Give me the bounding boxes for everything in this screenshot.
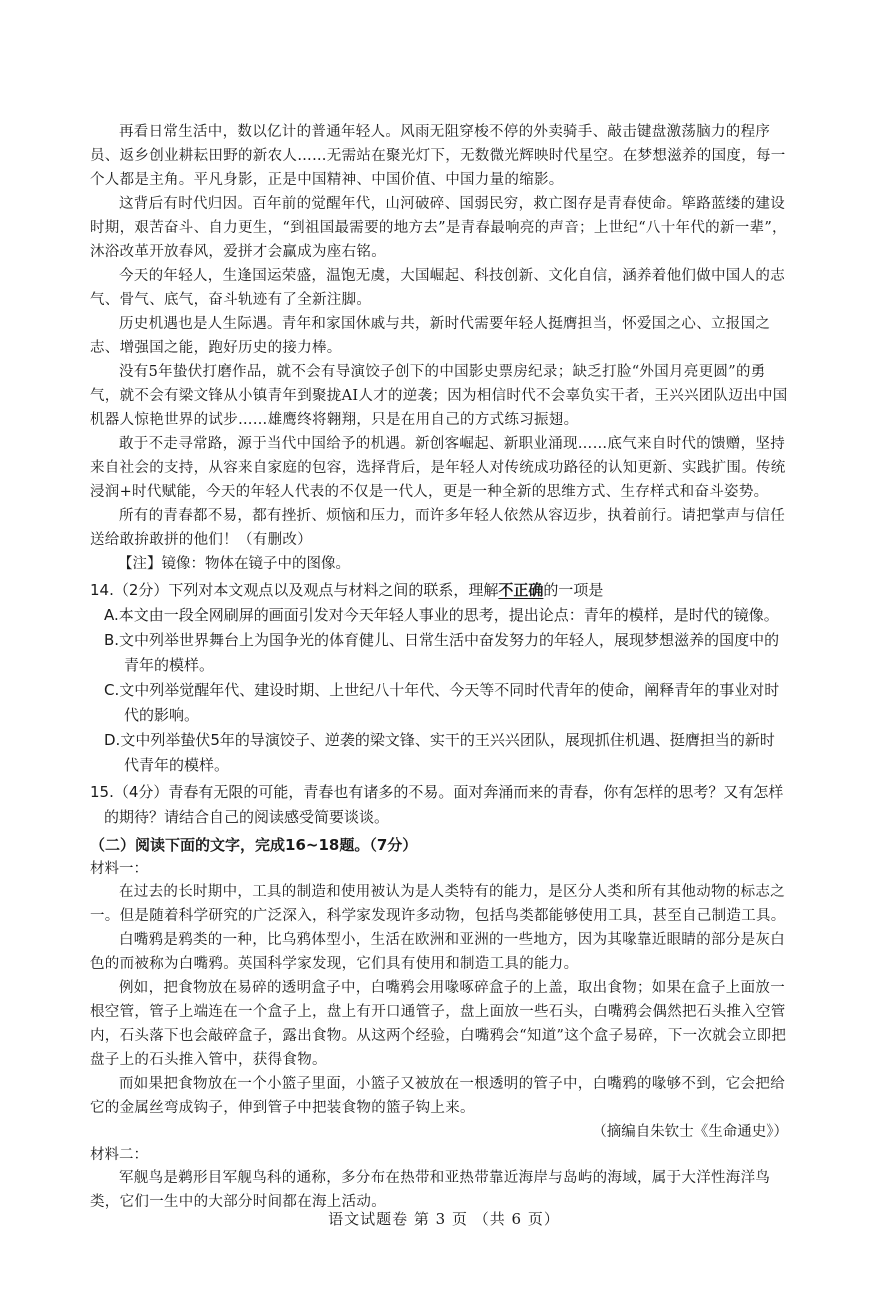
material-1-paragraph: 而如果把食物放在一个小篮子里面，小篮子又被放在一根透明的管子中，白嘴鸦的喙够不到，它会把给它的金属丝弯成钩子，伸到管子中把装食物的篮子钩上来。 [90, 1076, 785, 1116]
question-14-tail: 的一项是 [543, 581, 604, 599]
question-14-emphasis: 不正确 [498, 581, 544, 599]
page-footer: 语文试题卷 第 3 页 （共 6 页） [328, 1210, 560, 1228]
question-14-stem [90, 578, 788, 603]
question-14-option-d: D.文中列举蛰伏5年的导演饺子、逆袭的梁文锋、实干的王兴兴团队，展现抓住机遇、挺膺担当的新时代青年的模样。 [104, 731, 775, 774]
question-14-head: 14.（2分）下列对本文观点以及观点与材料之间的联系，理解 [90, 581, 499, 599]
material-2-label: 材料二： [90, 1147, 148, 1163]
passage-note: 【注】镜像：物体在镜子中的图像。 [118, 556, 350, 572]
section-2-heading: （二）阅读下面的文字，完成16~18题。（7分） [90, 836, 418, 854]
section-2 [90, 832, 788, 1214]
passage-paragraph: 今天的年轻人，生逢国运荣盛，温饱无虞，大国崛起、科技创新、文化自信，涵养着他们做中国人的志气、骨气、底气，奋斗轨迹有了全新注脚。 [90, 268, 785, 308]
question-14-option-c: C.文中列举觉醒年代、建设时期、上世纪八十年代、今天等不同时代青年的使命，阐释青年的事业对时代的影响。 [104, 681, 780, 724]
material-1-paragraph: 白嘴鸦是鸦类的一种，比乌鸦体型小，生活在欧洲和亚洲的一些地方，因为其喙靠近眼睛的部分是灰白色的而被称为白嘴鸦。英国科学家发现，它们具有使用和制造工具的能力。 [90, 932, 785, 972]
passage-paragraph: 再看日常生活中，数以亿计的普通年轻人。风雨无阻穿梭不停的外卖骑手、敲击键盘激荡脑力的程序员、返乡创业耕耘田野的新农人……无需站在聚光灯下，无数微光辉映时代星空。在梦想滋养的国度，每一个人都是主角。平凡身影，正是中国精神、中国价值、中国力量的缩影。 [90, 124, 786, 188]
material-1-source: （摘编自朱钦士《生命通史》） [592, 1124, 788, 1140]
material-2-paragraph: 军舰鸟是鹈形目军舰鸟科的通称，多分布在热带和亚热带靠近海岸与岛屿的海域，属于大洋性海洋鸟类，它们一生中的大部分时间都在海上活动。 [90, 1170, 771, 1210]
question-14-option-b: B.文中列举世界舞台上为国争光的体育健儿、日常生活中奋发努力的年轻人，展现梦想滋养的国度中的青年的模样。 [104, 631, 780, 674]
question-14-option-a: A.本文由一段全网刷屏的画面引发对今天年轻人事业的思考，提出论点：青年的模样，是时代的镜像。 [104, 606, 779, 624]
passage-paragraph: 敢于不走寻常路，源于当代中国给予的机遇。新创客崛起、新职业涌现……底气来自时代的馈赠，坚持来自社会的支持，从容来自家庭的包容，选择背后，是年轻人对传统成功路径的认知更新、实践扩围。传统浸润+时代赋能，今天的年轻人代表的不仅是一代人，更是一种全新的思维方式、生存样式和奋斗姿势。 [90, 436, 786, 500]
question-14 [90, 578, 788, 778]
question-15 [90, 780, 788, 830]
reading-passage [90, 120, 788, 576]
material-1-paragraph: 例如，把食物放在易碎的透明盒子中，白嘴鸦会用喙啄碎盒子的上盖，取出食物；如果在盒子上面放一根空管，管子上端连在一个盒子上，盘上有开口通管子，盘上面放一些石头，白嘴鸦会偶然把石头推入空管内，石头落下也会敲碎盒子，露出食物。从这两个经验，白嘴鸦会“知道”这个盒子易碎，下一次就会立即把盘子上的石头推入管中，获得食物。 [90, 980, 787, 1068]
material-1-paragraph: 在过去的长时期中，工具的制造和使用被认为是人类特有的能力，是区分人类和所有其他动物的标志之一。但是随着科学研究的广泛深入，科学家发现许多动物，包括鸟类都能够使用工具，甚至自己制造工具。 [90, 884, 786, 924]
question-15-stem: 15.（4分）青春有无限的可能，青春也有诸多的不易。面对奔涌而来的青春，你有怎样的思考？又有怎样的期待？请结合自己的阅读感受简要谈谈。 [90, 783, 784, 826]
passage-paragraph: 所有的青春都不易，都有挫折、烦恼和压力，而许多年轻人依然从容迈步，执着前行。请把掌声与信任送给敢拚敢拼的他们！（有删改） [90, 508, 785, 548]
material-1-label: 材料一： [90, 861, 148, 877]
passage-paragraph: 没有5年蛰伏打磨作品，就不会有导演饺子创下的中国影史票房纪录；缺乏打脸“外国月亮更圆”的勇气，就不会有梁文锋从小镇青年到聚拢AI人才的逆袭；因为相信时代不会辜负实干者，王兴兴团队迈出中国机器人惊艳世界的试步……雄鹰终将翱翔，只是在用自己的方式练习振翅。 [90, 364, 788, 428]
passage-paragraph: 这背后有时代归因。百年前的觉醒年代，山河破碎、国弱民穷，救亡图存是青春使命。筚路蓝缕的建设时期，艰苦奋斗、自力更生，“到祖国最需要的地方去”是青春最响亮的声音；上世纪“八十年代的新一辈”，沐浴改革开放春风，爱拼才会赢成为座右铭。 [90, 196, 787, 260]
passage-paragraph: 历史机遇也是人生际遇。青年和家国休戚与共，新时代需要年轻人挺膺担当，怀爱国之心、立报国之志、增强国之能，跑好历史的接力棒。 [90, 316, 771, 356]
